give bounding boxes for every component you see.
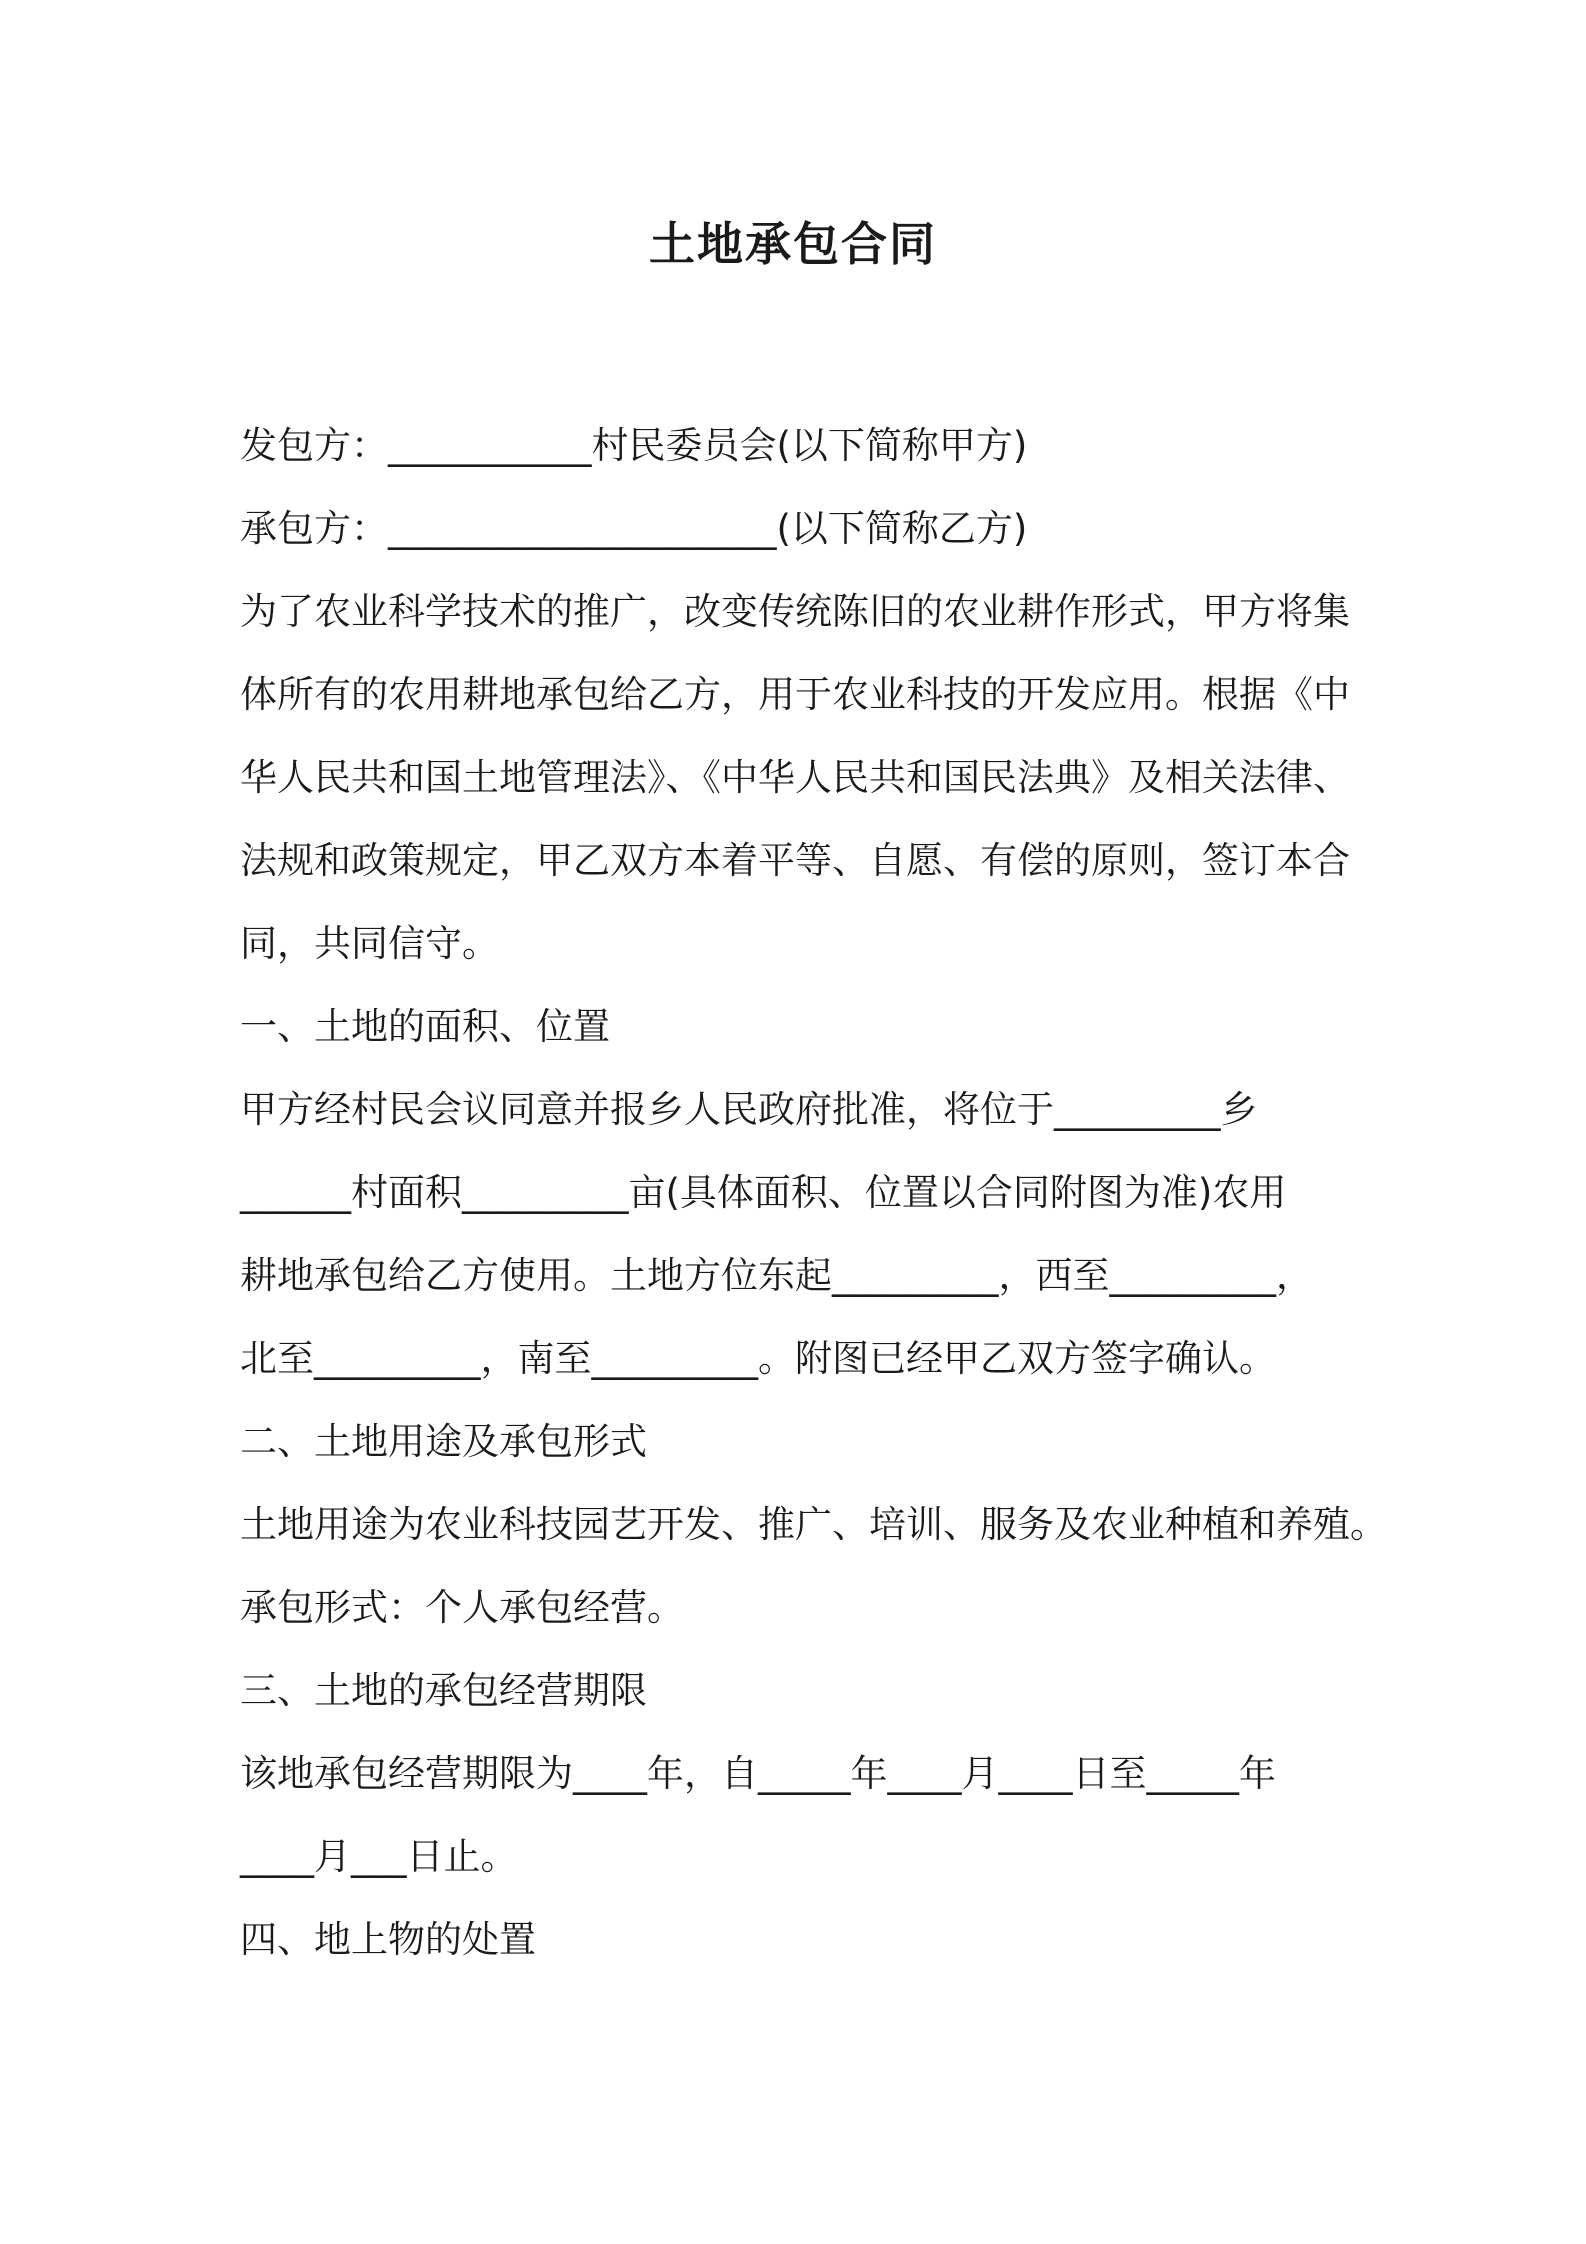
section-2-line-2: 承包形式：个人承包经营。 xyxy=(240,1586,684,1629)
section-heading-2: 二、土地用途及承包形式 xyxy=(240,1420,647,1463)
section-heading-3: 三、土地的承包经营期限 xyxy=(240,1669,647,1712)
section-heading-1: 一、土地的面积、位置 xyxy=(240,1005,610,1048)
party-b-line: 承包方：_____________________(以下简称乙方) xyxy=(240,507,1028,550)
section-1-line-1: 甲方经村民会议同意并报乡人民政府批准，将位于_________乡 xyxy=(240,1088,1258,1131)
section-1-line-3: 耕地承包给乙方使用。土地方位东起_________，西至_________， xyxy=(240,1254,1313,1297)
document-title: 土地承包合同 xyxy=(649,217,937,271)
preamble-line-5: 同，共同信守。 xyxy=(240,922,499,965)
section-3-line-2: ____月___日止。 xyxy=(240,1835,518,1878)
preamble-line-1: 为了农业科学技术的推广，改变传统陈旧的农业耕作形式，甲方将集 xyxy=(240,590,1350,633)
preamble-line-2: 体所有的农用耕地承包给乙方，用于农业科技的开发应用。根据《中 xyxy=(240,673,1350,716)
section-heading-4: 四、地上物的处置 xyxy=(240,1918,536,1961)
document-body xyxy=(240,404,1387,1981)
preamble-line-3: 华人民共和国土地管理法》、《中华人民共和国民法典》及相关法律、 xyxy=(240,756,1350,799)
section-2-line-1: 土地用途为农业科技园艺开发、推广、培训、服务及农业种植和养殖。 xyxy=(240,1503,1387,1546)
party-a-line: 发包方：___________村民委员会(以下简称甲方) xyxy=(240,424,1028,467)
section-1-line-2: ______村面积_________亩(具体面积、位置以合同附图为准)农用 xyxy=(240,1171,1287,1214)
preamble-line-4: 法规和政策规定，甲乙双方本着平等、自愿、有偿的原则，签订本合 xyxy=(240,839,1350,882)
section-3-line-1: 该地承包经营期限为____年，自_____年____月____日至_____年 xyxy=(240,1752,1276,1795)
section-1-line-4: 北至_________，南至_________。附图已经甲乙双方签字确认。 xyxy=(240,1337,1276,1380)
